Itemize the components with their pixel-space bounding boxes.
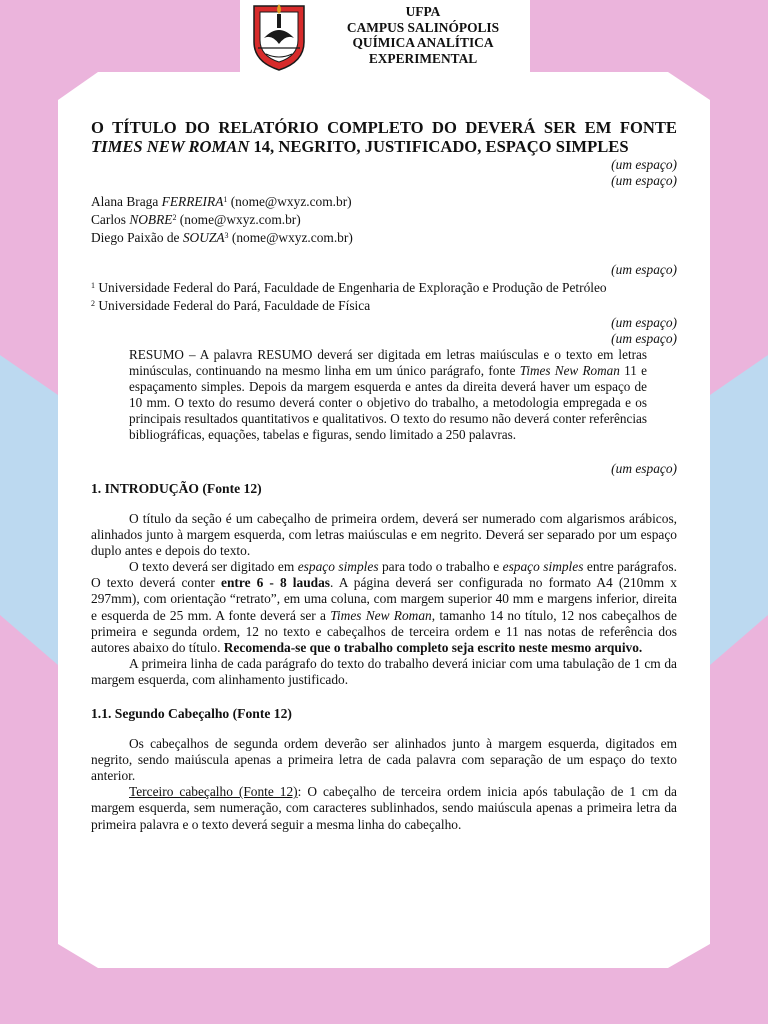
ufpa-logo-icon xyxy=(246,0,312,72)
affiliation-list xyxy=(91,278,677,314)
body-paragraph: Os cabeçalhos de segunda ordem deverão ser alinhados junto à margem esquerda, digitados em negrito, sendo maiúscula apenas a primeira letra de cada palavra com separação de um espaço do texto anterior. xyxy=(91,736,677,784)
campus-name: CAMPUS SALINÓPOLIS xyxy=(346,19,500,35)
spacer-note: (um espaço) xyxy=(611,156,677,172)
course-name-line2: EXPERIMENTAL xyxy=(368,50,478,66)
institution-header xyxy=(318,4,528,66)
document-body xyxy=(91,118,677,833)
section-heading-second-order: 1.1. Segundo Cabeçalho (Fonte 12) xyxy=(91,705,292,721)
spacer-note: (um espaço) xyxy=(611,262,677,278)
right-blue-band xyxy=(710,355,768,665)
title-text-italic: TIMES NEW ROMAN xyxy=(91,137,250,157)
body-paragraph: O título da seção é um cabeçalho de primeira ordem, deverá ser numerado com algarismos arábicos, alinhados junto à margem esquerda, com letras maiúsculas e em negrito. Deverá ser separado por um espaço duplo antes e depois do texto. xyxy=(91,510,677,559)
body-paragraph: Terceiro cabeçalho (Fonte 12): O cabeçalho de terceira ordem inicia após tabulação de 1 cm da margem esquerda, sem numeração, com caracteres sublinhados, sendo maiúscula apenas a primeira letra da primeira palavra e o texto deverá seguir a mesma linha do cabeçalho. xyxy=(91,784,677,832)
spacer-note: (um espaço) xyxy=(611,172,677,188)
abstract: RESUMO – A palavra RESUMO deverá ser digitada em letras maiúsculas e o texto em letras minúsculas, continuando na mesmo linha em um único parágrafo, fonte Times New Roman 11 e espaçamento simples. Depois da margem esquerda e antes da direita deverá haver um espaço de 10 mm. O texto do resumo deverá conter o objetivo do trabalho, a metodologia empregada e os principais resultados quantitativos e qualitativos. O texto do resumo não deverá conter referências bibliográficas, equações, tabelas e figuras, sendo limitado a 250 palavras. xyxy=(129,346,647,442)
third-order-heading: Terceiro cabeçalho (Fonte 12) xyxy=(129,784,298,800)
author-line: Alana Braga FERREIRA$^1$ (nome@wxyz.com.br) xyxy=(91,194,352,209)
spacer-note: (um espaço) xyxy=(611,314,677,330)
affiliation-line: $^1$ Universidade Federal do Pará, Faculdade de Engenharia de Exploração e Produção de Petróleo xyxy=(91,280,607,296)
spacer-note: (um espaço) xyxy=(611,460,677,476)
author-line: Diego Paixão de SOUZA$^3$ (nome@wxyz.com.br) xyxy=(91,230,353,246)
report-title xyxy=(91,118,677,157)
affiliation-line: $^2$ Universidade Federal do Pará, Faculdade de Física xyxy=(91,298,371,314)
institution-name: UFPA xyxy=(405,4,441,19)
body-paragraph: A primeira linha de cada parágrafo do texto do trabalho deverá iniciar com uma tabulação de 1 cm da margem esquerda, com alinhamento justificado. xyxy=(91,655,677,687)
course-name-line1: QUÍMICA ANALÍTICA xyxy=(352,35,494,51)
title-text-part1: O TÍTULO DO RELATÓRIO COMPLETO DO DEVERÁ SER EM FONTE xyxy=(91,118,677,137)
section-heading-introduction: 1. INTRODUÇÃO (Fonte 12) xyxy=(91,480,262,496)
spacer-note: (um espaço) xyxy=(611,330,677,346)
body-paragraph: O texto deverá ser digitado em espaço simples para todo o trabalho e espaço simples entre parágrafos. O texto deverá conter entre 6 - 8 laudas. A página deverá ser configurada no formato A4 (210mm x 297mm), com orientação “retrato”, em uma coluna, com margem superior 40 mm e margens inferior, direita e esquerda de 25 mm. A fonte deverá ser a Times New Roman, tamanho 14 no título, 12 nos cabeçalhos de primeira e segunda ordem, 12 no texto e cabeçalhos de terceira ordem e 11 nas notas de referência dos autores abaixo do título. Recomenda-se que o trabalho completo seja escrito neste mesmo arquivo. xyxy=(91,559,677,655)
title-text-part2: 14, NEGRITO, JUSTIFICADO, ESPAÇO SIMPLES xyxy=(249,137,629,157)
left-blue-band xyxy=(0,355,58,665)
author-list xyxy=(91,192,677,246)
author-line: Carlos NOBRE$^2$ (nome@wxyz.com.br) xyxy=(91,212,301,228)
